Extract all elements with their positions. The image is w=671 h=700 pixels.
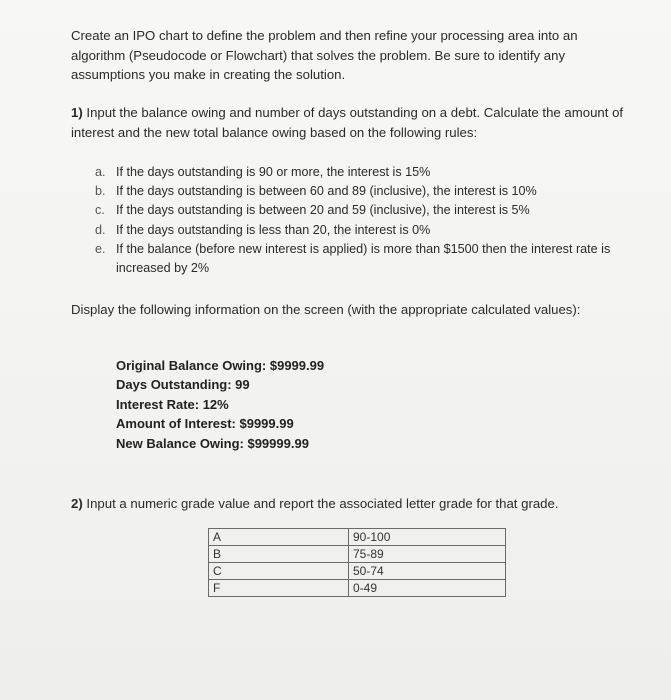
output-line: New Balance Owing: $99999.99 [116, 435, 309, 451]
output-line: Interest Rate: 12% [116, 396, 229, 412]
sample-output-block [116, 356, 324, 453]
rule-text: If the days outstanding is between 20 and 59 (inclusive), the interest is 5% [116, 203, 530, 218]
grade-letter-cell: F [209, 580, 349, 597]
rule-item [95, 221, 615, 240]
question-1-number: 1) [71, 105, 83, 120]
rule-letter: c. [95, 203, 105, 218]
table-row [209, 546, 506, 563]
output-line: Original Balance Owing: $9999.99 [116, 358, 325, 373]
grade-range-cell: 0-49 [349, 580, 506, 597]
rule-item [95, 201, 615, 220]
rule-item [95, 182, 615, 201]
grade-letter-cell: A [209, 529, 349, 546]
grade-range-cell: 90-100 [349, 529, 506, 546]
rule-text: If the days outstanding is less than 20, the interest is 0% [116, 222, 431, 237]
interest-rules-list [95, 163, 615, 278]
rule-item [95, 163, 615, 182]
rule-letter: a. [95, 165, 106, 179]
grade-letter-cell: C [209, 563, 349, 580]
question-1-body: Input the balance owing and number of days outstanding on a debt. Calculate the amount of interest and the new total balance owing based on the following rules: [71, 105, 624, 140]
rule-text: If the balance (before new interest is applied) is more than $1500 then the interest rate is increased by 2% [116, 241, 611, 276]
intro-paragraph: Create an IPO chart to define the problem and then refine your processing area into an algorithm (Pseudocode or Flowchart) that solves the problem. Be sure to identify any assumptions you make in creating the solution. [71, 28, 578, 82]
rule-letter: d. [95, 222, 106, 237]
question-2-text [71, 494, 631, 514]
output-line: Days Outstanding: 99 [116, 377, 250, 393]
rule-text: If the days outstanding is between 60 and 89 (inclusive), the interest is 10% [116, 184, 537, 199]
display-instructions: Display the following information on the screen (with the appropriate calculated values): [71, 302, 581, 317]
rule-letter: b. [95, 184, 106, 199]
question-2-number: 2) [71, 496, 83, 511]
rule-text: If the days outstanding is 90 or more, the interest is 15% [116, 165, 431, 179]
table-row [209, 563, 506, 580]
question-2-body: Input a numeric grade value and report the associated letter grade for that grade. [86, 496, 559, 511]
question-1-text [71, 103, 631, 142]
grade-range-cell: 75-89 [349, 546, 506, 563]
grade-range-cell: 50-74 [349, 563, 506, 580]
grade-table [208, 528, 506, 597]
rule-letter: e. [95, 241, 106, 256]
grade-letter-cell: B [209, 546, 349, 563]
table-row [209, 580, 506, 597]
output-line: Amount of Interest: $9999.99 [116, 416, 294, 432]
rule-item [95, 240, 615, 278]
table-row [209, 529, 506, 546]
